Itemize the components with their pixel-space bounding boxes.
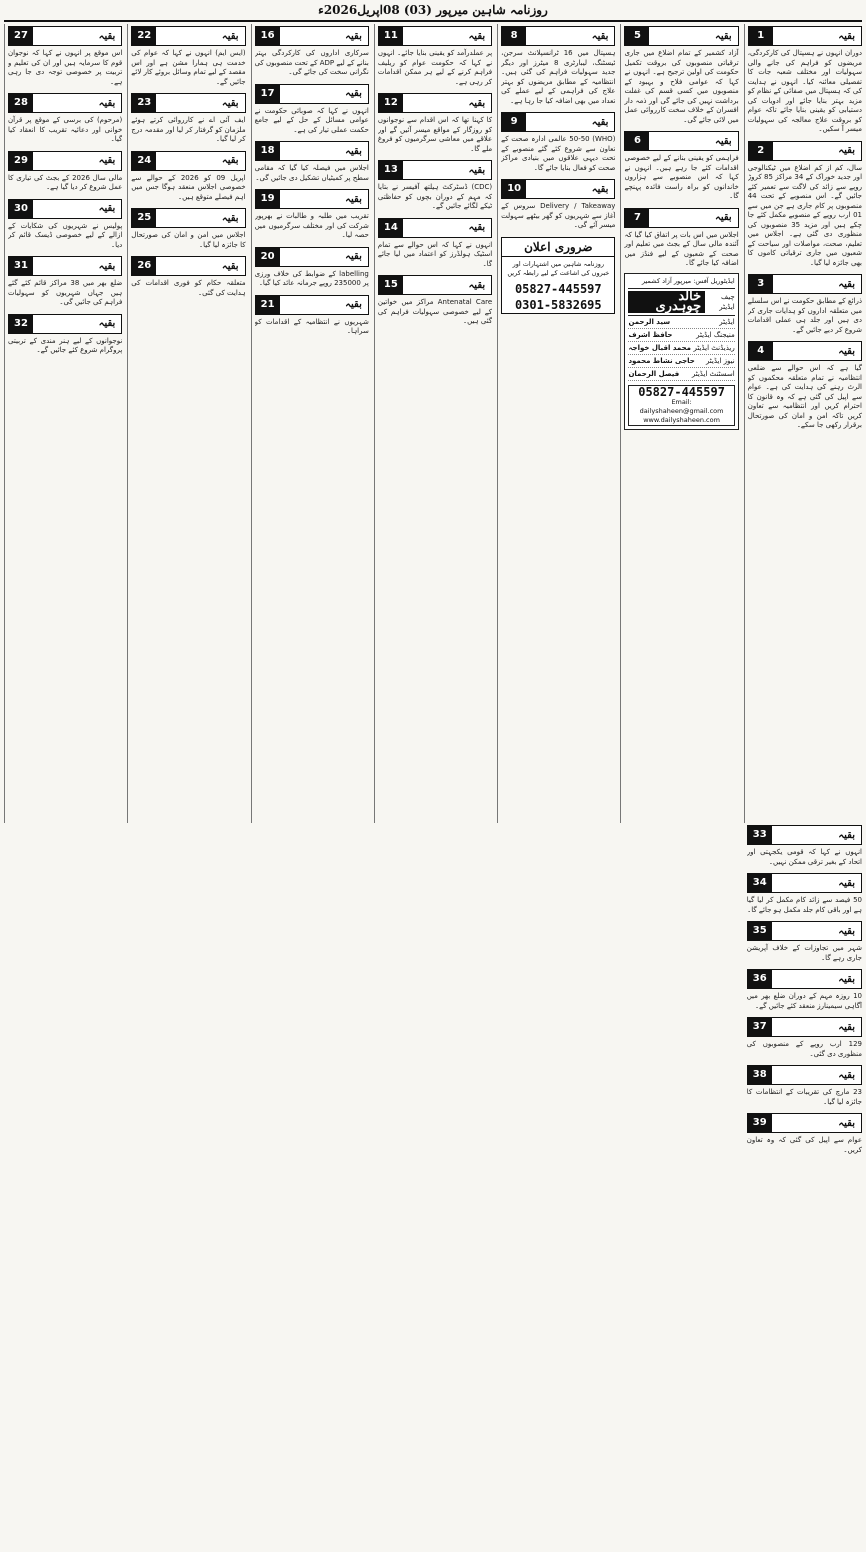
staff-role: نیوز ایڈیٹر (705, 357, 735, 365)
continuation-number: 10 (502, 180, 526, 198)
continuation-number: 32 (9, 315, 33, 333)
story-text: 23 مارچ کی تقریبات کے انتظامات کا جائزہ لیا گیا۔ (746, 1088, 862, 1106)
continuation-number: 1 (749, 27, 773, 45)
continuation-word: بقیہ (838, 877, 855, 889)
continuation-word: بقیہ (345, 299, 362, 310)
continuation-number: 30 (9, 200, 33, 218)
story-text: شہر میں تجاوزات کے خلاف آپریشن جاری رہے گا۔ (746, 944, 862, 962)
story-text: اجلاس میں امن و امان کی صورتحال کا جائزہ لیا گیا۔ (131, 231, 246, 249)
story-text: سال، کم از کم اضلاع میں ٹیکنالوجی اور جدید خوراک کے 34 مراکز 85 کروڑ روپے سے زائد کی لاگت سے تعمیر کئے جائیں گے۔ اس منصوبے کے تحت 44 منصوبوں پر کام جاری ہے جن میں سے 01 ارب روپے کے منصوبے مکمل کئے جا چکے ہیں اور مزید 35 منصوبوں کی منظوری دی گئی ہے۔ اجلاس میں تعلیم، صحت، مواصلات اور سیاحت کے شعبوں میں جاری ترقیاتی کاموں کا بھی جائزہ لیا گیا۔ (747, 163, 862, 267)
continued-story (748, 24, 862, 135)
continuation-word: بقیہ (838, 1069, 855, 1081)
continuation-word: بقیہ (715, 30, 732, 42)
continuation-number: 13 (379, 161, 403, 179)
continued-story (378, 24, 492, 87)
continued-story (255, 245, 369, 289)
continuation-tag (501, 179, 615, 199)
continued-story (747, 1063, 862, 1107)
continuation-word: بقیہ (838, 1021, 855, 1033)
staff-name: حافظ اشرف (628, 331, 673, 339)
continuation-number: 14 (379, 219, 403, 237)
important-notice (501, 237, 615, 314)
continuation-word: بقیہ (468, 164, 486, 176)
continued-story (378, 216, 492, 270)
notice-title: ضروری اعلان (502, 238, 614, 257)
story-text: (ایس ایم) انہوں نے کہا کہ عوام کی خدمت ہی ہمارا مشن ہے اور اس مقصد کے لیے تمام وسائل بروئے کار لائے جائیں گے۔ (131, 49, 246, 86)
continuation-word: بقیہ (345, 88, 362, 99)
story-text: (CDC) ڈسٹرکٹ ہیلتھ آفیسر نے بتایا کہ مہم کے دوران بچوں کو حفاظتی ٹیکے لگائے جائیں گے۔ (377, 183, 493, 210)
continuation-tag (501, 112, 615, 132)
story-text: اجلاس میں اس بات پر اتفاق کیا گیا کہ آئندہ مالی سال کے بجٹ میں تعلیم اور صحت کے شعبوں کے لیے فنڈز میں اضافہ کیا جائے گا۔ (624, 230, 739, 267)
continuation-tag (255, 26, 369, 46)
continued-story (748, 339, 862, 431)
continuation-word: بقیہ (345, 145, 362, 157)
story-text: مالی سال 2026 کے بجٹ کی تیاری کا عمل شروع کر دیا گیا ہے۔ (8, 173, 123, 191)
continuation-tag (748, 26, 862, 46)
continuation-tag (748, 274, 862, 294)
continuation-number: 4 (749, 342, 773, 360)
continued-story (747, 919, 862, 963)
continuation-word: بقیہ (838, 829, 855, 841)
continuation-word: بقیہ (468, 222, 486, 233)
continuation-number: 31 (9, 257, 33, 275)
email-link[interactable]: Email: dailyshaheen@gmail.com (639, 398, 724, 415)
office-address: ایڈیٹوریل آفس: میرپور آزاد کشمیر (641, 276, 735, 285)
staff-role: ریذیڈنٹ ایڈیٹر (693, 344, 735, 352)
continuation-word: بقیہ (838, 145, 855, 156)
story-text: اجلاس میں فیصلہ کیا گیا کہ مقامی سطح پر کمیٹیاں تشکیل دی جائیں گی۔ (254, 164, 369, 182)
continued-story (747, 823, 862, 867)
continuation-tag (378, 218, 492, 238)
continuation-number: 7 (625, 209, 649, 227)
continuation-tag (255, 247, 369, 267)
story-text: کا کہنا تھا کہ اس اقدام سے نوجوانوں کو روزگار کے مواقع میسر آئیں گے اور علاقے میں معاشی سرگرمیوں کو فروغ ملے گا۔ (377, 116, 493, 153)
story-text: انہوں نے کہا کہ صوبائی حکومت نے عوامی مسائل کے حل کے لیے جامع حکمت عملی تیار کی ہے۔ (254, 106, 369, 134)
continuation-tag (8, 93, 122, 113)
news-columns (4, 24, 862, 1548)
continuation-number: 39 (748, 1114, 772, 1132)
continued-story (255, 139, 369, 183)
continuation-number: 26 (132, 257, 156, 275)
continuation-number: 18 (256, 142, 280, 160)
story-text: پولیس نے شہریوں کی شکایات کے ازالے کے لیے خصوصی ڈیسک قائم کر دیا۔ (8, 221, 123, 249)
chief-editor-name: خالد چوہدری (628, 291, 705, 313)
continuation-tag (378, 93, 492, 113)
continuation-tag (131, 256, 245, 276)
story-text: عوام سے اپیل کی گئی کہ وہ تعاون کریں۔ (746, 1136, 862, 1154)
continuation-number: 5 (625, 27, 649, 45)
issue-date: 08اپریل2026ء (318, 3, 400, 17)
masthead (4, 0, 862, 22)
continued-story (378, 91, 492, 154)
continued-story (624, 206, 738, 269)
continuation-word: بقیہ (98, 318, 116, 329)
continued-story (131, 91, 245, 145)
continuation-number: 28 (9, 94, 33, 112)
continuation-word: بقیہ (221, 212, 239, 224)
continuation-tag (378, 275, 492, 295)
continued-story (8, 254, 122, 308)
staff-name: سید الرحمن (628, 318, 671, 326)
continuation-word: بقیہ (345, 251, 362, 262)
continuation-word: بقیہ (468, 97, 486, 109)
story-text: ایف آئی اے نے کارروائی کرتے ہوئے ملزمان کو گرفتار کر لیا اور مقدمہ درج کر لیا گیا۔ (131, 116, 246, 143)
imprint-box (624, 273, 738, 431)
story-text: (مرحوم) کی برسی کے موقع پر قرآن خوانی اور دعائیہ تقریب کا انعقاد کیا گیا۔ (8, 116, 123, 143)
column-3 (497, 24, 615, 823)
continuation-tag (747, 969, 862, 989)
column-1 (744, 24, 862, 823)
chief-editor-label: چیف ایڈیٹر (719, 293, 735, 311)
story-text: 10 روزہ مہم کے دوران ضلع بھر میں آگاہی سیمینارز منعقد کئے جائیں گے۔ (746, 992, 862, 1010)
continued-story (501, 177, 615, 231)
continuation-tag (748, 141, 862, 161)
continuation-tag (624, 26, 738, 46)
continuation-tag (747, 921, 862, 941)
staff-row (628, 316, 734, 329)
continued-story (378, 158, 492, 212)
story-text: ضلع بھر میں 38 مراکز قائم کئے گئے ہیں جہاں شہریوں کو سہولیات فراہم کی جائیں گی۔ (8, 279, 123, 306)
continuation-tag (747, 1065, 862, 1085)
continuation-tag (131, 26, 245, 46)
continuation-number: 17 (256, 85, 280, 103)
continued-story (255, 24, 369, 78)
continuation-number: 11 (379, 27, 403, 45)
continuation-word: بقیہ (715, 212, 732, 223)
continuation-word: بقیہ (591, 183, 609, 195)
continuation-number: 9 (502, 113, 526, 131)
column-7 (4, 24, 122, 823)
continuation-word: بقیہ (98, 260, 116, 272)
continuation-word: بقیہ (838, 30, 855, 42)
column-8 (744, 823, 862, 1548)
continuation-tag (378, 160, 492, 180)
story-text: دوران انہوں نے ہسپتال کی کارکردگی، مریضوں کو فراہم کی جانے والی سہولیات اور مختلف شعبہ جات کا تفصیلی معائنہ کیا۔ انہوں نے ہدایت کی کہ ہسپتال میں صفائی کے نظام کو مزید بہتر بنایا جائے اور ادویات کی دستیابی کو یقینی بنایا جائے تاکہ عوام کو بروقت علاج معالجہ کی سہولیات میسر آ سکیں۔ (747, 49, 862, 133)
story-text: پر عملدرآمد کو یقینی بنایا جائے۔ انہوں نے کہا کہ حکومت عوام کو ریلیف فراہم کرنے کے لیے ہر ممکن اقدامات کر رہی ہے۔ (377, 49, 493, 86)
continuation-number: 19 (256, 190, 280, 208)
continuation-word: بقیہ (838, 973, 855, 985)
continuation-number: 38 (748, 1066, 772, 1084)
continuation-number: 22 (132, 27, 156, 45)
continuation-word: بقیہ (98, 155, 116, 166)
story-text: شہریوں نے انتظامیہ کے اقدامات کو سراہا۔ (254, 317, 369, 335)
continued-story (747, 871, 862, 915)
contact-box (628, 385, 734, 426)
chief-editor (628, 288, 734, 316)
continuation-tag (255, 189, 369, 209)
staff-role: منیجنگ ایڈیٹر (696, 331, 735, 339)
continuation-tag (255, 84, 369, 104)
continuation-word: بقیہ (591, 30, 609, 42)
website-link[interactable]: www.dailyshaheen.com (643, 416, 720, 424)
story-text: نوجوانوں کے لیے ہنر مندی کے تربیتی پروگرام شروع کئے جائیں گے۔ (8, 336, 123, 354)
notice-phone: 0301-5832695 (514, 297, 602, 312)
continuation-word: بقیہ (838, 345, 855, 357)
story-text: اپریل 09 کو 2026 کے حوالے سے خصوصی اجلاس منعقد ہوگا جس میں اہم فیصلے متوقع ہیں۔ (131, 173, 246, 201)
continuation-tag (131, 208, 245, 228)
staff-row (628, 355, 734, 368)
continuation-word: بقیہ (345, 193, 362, 205)
continuation-number: 29 (9, 152, 33, 170)
staff-role: اسسٹنٹ ایڈیٹر (691, 370, 735, 378)
continuation-tag (255, 295, 369, 315)
continuation-word: بقیہ (715, 135, 732, 147)
story-text: تقریب میں طلبہ و طالبات نے بھرپور شرکت کی اور مختلف سرگرمیوں میں حصہ لیا۔ (254, 212, 369, 239)
staff-name: حاجی نشاط محمود (628, 357, 695, 365)
story-text: (WHO) 50-50 عالمی ادارہ صحت کے تعاون سے شروع کئے گئے منصوبے کے تحت دیہی علاقوں میں بنیادی مراکز صحت کو فعال بنایا جائے گا۔ (501, 135, 616, 172)
page-number: (03) (403, 3, 432, 17)
continuation-tag (624, 208, 738, 228)
continuation-tag (131, 151, 245, 171)
story-text: Delivery / Takeaway سروس کے آغاز سے شہریوں کو گھر بیٹھے سہولت میسر آئے گی۔ (501, 202, 616, 229)
continued-story (8, 312, 122, 356)
continuation-tag (501, 26, 615, 46)
continued-story (624, 129, 738, 202)
continued-story (624, 24, 738, 125)
continued-story (747, 1111, 862, 1155)
continuation-number: 35 (748, 922, 772, 940)
continuation-word: بقیہ (221, 260, 239, 272)
paper-title: روزنامہ شاہین میرپور (436, 3, 548, 17)
office-phone: 05827-445597 (638, 385, 725, 399)
story-text: سرکاری اداروں کی کارکردگی بہتر بنانے کے لیے ADP کے تحت منصوبوں کی نگرانی سخت کی جائے گی۔ (254, 49, 369, 76)
column-2 (620, 24, 738, 823)
story-text: فراہمی کو یقینی بنانے کے لیے خصوصی اقدامات کئے جا رہے ہیں۔ انہوں نے کہا کہ اس منصوبے سے ہزاروں خاندانوں کو براہ راست فائدہ پہنچے گا۔ (624, 154, 739, 200)
continuation-number: 3 (749, 275, 773, 293)
staff-row (628, 329, 734, 342)
story-text: گیا ہے کہ اس حوالے سے ضلعی انتظامیہ نے تمام متعلقہ محکموں کو الرٹ رہنے کی ہدایت کی ہے۔ عوام سے اپیل کی گئی ہے کہ وہ قانون کا احترام کریں اور انتظامیہ سے تعاون کریں تاکہ امن و امان کی صورتحال برقرار رکھی جا سکے۔ (747, 364, 862, 429)
staff-name: محمد اقبال خواجہ (628, 344, 691, 352)
continuation-tag (131, 93, 245, 113)
continuation-tag (378, 26, 492, 46)
continued-story (131, 149, 245, 203)
continued-story (8, 197, 122, 251)
column-4 (374, 24, 492, 823)
continuation-number: 21 (256, 296, 280, 314)
continued-story (748, 272, 862, 335)
continued-story (501, 110, 615, 173)
continued-story (378, 273, 492, 327)
continuation-number: 20 (256, 248, 280, 266)
story-text: ذرائع کے مطابق حکومت نے اس سلسلے میں متعلقہ اداروں کو ہدایات جاری کر دی ہیں اور جلد ہی عملی اقدامات شروع کر دیے جائیں گے۔ (747, 297, 862, 334)
continuation-number: 6 (625, 132, 649, 150)
staff-row (628, 368, 734, 381)
continuation-tag (747, 1017, 862, 1037)
continued-story (501, 24, 615, 106)
continuation-word: بقیہ (468, 279, 486, 291)
continued-story (747, 1015, 862, 1059)
continuation-number: 34 (748, 874, 772, 892)
continuation-number: 2 (749, 142, 773, 160)
continuation-word: بقیہ (98, 30, 116, 42)
story-text: انہوں نے کہا کہ قومی یکجہتی اور اتحاد کے بغیر ترقی ممکن نہیں۔ (746, 848, 862, 866)
column-6 (127, 24, 245, 823)
continuation-tag (255, 141, 369, 161)
continuation-word: بقیہ (838, 925, 855, 937)
continued-story (131, 254, 245, 298)
continuation-word: بقیہ (468, 30, 486, 42)
continuation-word: بقیہ (221, 97, 239, 109)
continuation-tag (624, 131, 738, 151)
story-text: labelling کے ضوابط کی خلاف ورزی پر 235000 روپے جرمانہ عائد کیا گیا۔ (254, 269, 369, 287)
story-text: متعلقہ حکام کو فوری اقدامات کی ہدایت کی گئی۔ (131, 279, 246, 297)
continuation-number: 27 (9, 27, 33, 45)
notice-body: روزنامہ شاہین میں اشتہارات اور خبروں کی اشاعت کے لیے رابطہ کریں (507, 259, 610, 277)
story-text: آزاد کشمیر کے تمام اضلاع میں جاری ترقیاتی منصوبوں کی بروقت تکمیل حکومت کی اولین ترجیح ہے۔ انہوں نے کہا کہ عوامی فلاح و بہبود کے منصوبوں میں کسی قسم کی غفلت برداشت نہیں کی جائے گی اور ذمہ دار افسران کے خلاف سخت کارروائی عمل میں لائی جائے گی۔ (624, 49, 739, 124)
continuation-tag (8, 26, 122, 46)
staff-row (628, 342, 734, 355)
continued-story (255, 187, 369, 241)
staff-role: ایڈیٹر (719, 318, 735, 326)
continuation-number: 36 (748, 970, 772, 988)
continued-story (8, 91, 122, 145)
continuation-tag (748, 341, 862, 361)
continuation-number: 33 (748, 826, 772, 844)
staff-name: فیصل الرحمان (628, 370, 680, 378)
continuation-word: بقیہ (221, 155, 239, 166)
continuation-tag (8, 314, 122, 334)
story-text: اس موقع پر انہوں نے کہا کہ نوجوان قوم کا سرمایہ ہیں اور ان کی تعلیم و تربیت پر خصوصی توجہ دی جا رہی ہے۔ (8, 49, 123, 86)
continuation-word: بقیہ (345, 30, 362, 42)
story-text: 50 فیصد سے زائد کام مکمل کر لیا گیا ہے اور باقی کام جلد مکمل ہو جائے گا۔ (746, 896, 862, 914)
continuation-tag (8, 151, 122, 171)
continuation-number: 25 (132, 209, 156, 227)
notice-phone: 05827-445597 (514, 281, 602, 296)
continuation-word: بقیہ (221, 30, 239, 42)
continuation-tag (747, 825, 862, 845)
continuation-number: 12 (379, 94, 403, 112)
continuation-number: 23 (132, 94, 156, 112)
column-5 (251, 24, 369, 823)
continuation-tag (8, 199, 122, 219)
continuation-number: 16 (256, 27, 280, 45)
continuation-tag (747, 1113, 862, 1133)
continued-story (8, 24, 122, 87)
continuation-number: 8 (502, 27, 526, 45)
continued-story (8, 149, 122, 193)
continued-story (255, 82, 369, 136)
continuation-number: 37 (748, 1018, 772, 1036)
continuation-number: 24 (132, 152, 156, 170)
continuation-word: بقیہ (838, 278, 855, 290)
story-text: انہوں نے کہا کہ اس حوالے سے تمام اسٹیک ہولڈرز کو اعتماد میں لیا جائے گا۔ (377, 240, 493, 268)
continuation-word: بقیہ (98, 203, 116, 214)
continuation-word: بقیہ (98, 97, 116, 109)
continued-story (255, 293, 369, 337)
continuation-tag (747, 873, 862, 893)
story-text: ہسپتال میں 16 ٹرانسپلانٹ سرجن، ٹیسٹنگ، لیبارٹری 8 میٹرز اور دیگر جدید سہولیات فراہم کی گئی ہیں۔ انتظامیہ کے مطابق مریضوں کو بہتر علاج کی فراہمی کے لیے عملے کی تعداد میں بھی اضافہ کیا جا رہا ہے۔ (501, 49, 616, 105)
story-text: 129 ارب روپے کے منصوبوں کی منظوری دی گئی۔ (746, 1040, 862, 1058)
continued-story (748, 139, 862, 269)
continuation-tag (8, 256, 122, 276)
continued-story (747, 967, 862, 1011)
story-text: Antenatal Care مراکز میں خواتین کے لیے خصوصی سہولیات فراہم کی گئی ہیں۔ (377, 298, 493, 325)
continuation-number: 15 (379, 276, 403, 294)
continuation-word: بقیہ (838, 1117, 855, 1129)
continuation-word: بقیہ (591, 116, 609, 128)
continued-story (131, 24, 245, 87)
continued-story (131, 206, 245, 250)
